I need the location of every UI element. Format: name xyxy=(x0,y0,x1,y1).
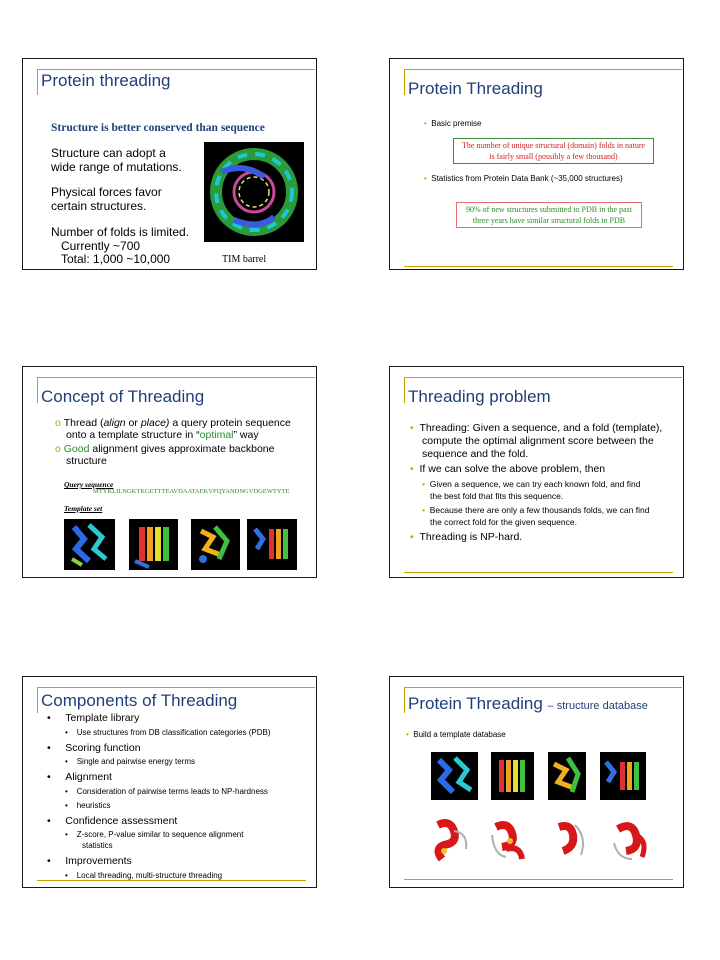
component-item: • Improvements xyxy=(47,855,132,867)
bullet-item xyxy=(424,174,623,183)
concept-item-2-cont: structure xyxy=(66,455,107,467)
database-image-2 xyxy=(491,752,534,800)
body-line: Number of folds is limited. xyxy=(51,225,190,239)
component-sub: • Z-score, P-value similar to sequence alignment xyxy=(65,830,244,839)
database-image-3 xyxy=(548,752,586,800)
bullet-o: o xyxy=(55,417,64,429)
bullet-o: o xyxy=(55,443,64,455)
box-line: is fairly small (possibly a few thousand) xyxy=(489,152,618,161)
slide-heading: Structure is better conserved than sequence xyxy=(51,122,265,134)
template-label: Template set xyxy=(64,504,103,513)
component-item: • Alignment xyxy=(47,771,112,783)
box-line: 90% of new structures submitted to PDB in the past xyxy=(466,205,632,214)
bullet-item: • Build a template database xyxy=(406,730,506,739)
bullet-cont: compute the optimal alignment score between the xyxy=(422,435,654,447)
bullet-dot: • xyxy=(424,119,432,128)
statistics-box xyxy=(456,202,642,228)
body-line: wide range of mutations. xyxy=(51,160,182,174)
image-caption: TIM barrel xyxy=(222,254,267,265)
concept-item-1: o Thread (align or place) a query protein sequence xyxy=(55,417,291,429)
body-line: Currently ~700 xyxy=(61,239,141,253)
sub-bullet-cont: the correct fold for the given sequence. xyxy=(430,517,577,527)
template-image-2 xyxy=(129,519,178,570)
ribbon-image-4 xyxy=(608,815,654,865)
component-sub: • Local threading, multi-structure threading xyxy=(65,871,223,880)
tim-barrel-image xyxy=(204,142,304,242)
component-sub: • Single and pairwise energy terms xyxy=(65,757,195,766)
slide-title xyxy=(408,694,648,714)
footer-rule xyxy=(404,572,673,573)
bullet-item: • Threading is NP-hard. xyxy=(410,531,523,543)
ribbon-image-2 xyxy=(486,815,532,865)
template-image-1 xyxy=(64,519,115,570)
component-sub: • heuristics xyxy=(65,801,111,810)
sub-bullet-item: • Given a sequence, we can try each known fold, and find xyxy=(422,479,641,489)
component-item: • Template library xyxy=(47,712,140,724)
slide-protein-threading-1 xyxy=(22,58,317,270)
footer-rule xyxy=(404,266,673,267)
component-item: • Confidence assessment xyxy=(47,815,178,827)
footer-rule xyxy=(404,879,673,880)
slide-title: Threading problem xyxy=(408,387,551,406)
slide-title: Protein threading xyxy=(41,71,171,90)
component-sub: • Consideration of pairwise terms leads to NP-hardness xyxy=(65,787,268,796)
bullet-text: Basic premise xyxy=(431,119,482,128)
bullet-item: • If we can solve the above problem, then xyxy=(410,463,606,475)
slide-concept-of-threading xyxy=(22,366,317,578)
template-image-3 xyxy=(191,519,240,570)
component-sub: • Use structures from DB classification categories (PDB) xyxy=(65,728,271,737)
concept-item-1-cont: onto a template structure in “optimal” way xyxy=(66,429,259,441)
box-line: The number of unique structural (domain) folds in nature xyxy=(461,141,646,150)
database-image-1 xyxy=(431,752,478,800)
title-text: Protein Threading xyxy=(408,694,543,713)
footer-rule xyxy=(37,880,306,881)
concept-item-2: o Good alignment gives approximate backbone xyxy=(55,443,275,455)
body-line: Structure can adopt a xyxy=(51,146,166,160)
slide-title: Concept of Threading xyxy=(41,387,205,406)
database-image-4 xyxy=(600,752,646,800)
body-line: certain structures. xyxy=(51,199,147,213)
ribbon-image-3 xyxy=(551,817,591,863)
slide-threading-problem xyxy=(389,366,684,578)
bullet-item xyxy=(424,119,482,128)
query-sequence: MTYKLILNGKTKGETTTEAVDAATAEKVFQYANDNGVDGEWTYTE xyxy=(93,488,290,495)
ribbon-image-1 xyxy=(430,815,476,865)
sub-bullet-item: • Because there are only a few thousands folds, we can find xyxy=(422,505,650,515)
query-label: Query sequence xyxy=(64,480,114,489)
slide-structure-database xyxy=(389,676,684,888)
bullet-dot: • xyxy=(424,174,432,183)
body-line: Physical forces favor xyxy=(51,185,162,199)
slide-title: Protein Threading xyxy=(408,79,543,98)
box-line: three years have similar structural folds in PDB xyxy=(472,216,626,225)
bullet-text: Statistics from Protein Data Bank (~35,000 structures) xyxy=(431,174,623,183)
premise-box xyxy=(453,138,654,164)
slide-title: Components of Threading xyxy=(41,691,238,710)
template-image-4 xyxy=(247,519,297,570)
component-item: • Scoring function xyxy=(47,742,141,754)
bullet-cont: sequence and the fold. xyxy=(422,448,529,460)
title-subtitle: – structure database xyxy=(547,700,648,712)
slide-components-of-threading xyxy=(22,676,317,888)
slide-protein-threading-2 xyxy=(389,58,684,270)
bullet-item: • Threading: Given a sequence, and a fold (template), xyxy=(410,422,663,434)
sub-bullet-cont: the best fold that fits this sequence. xyxy=(430,491,564,501)
component-sub-cont: statistics xyxy=(82,841,113,850)
body-line: Total: 1,000 ~10,000 xyxy=(61,252,171,266)
